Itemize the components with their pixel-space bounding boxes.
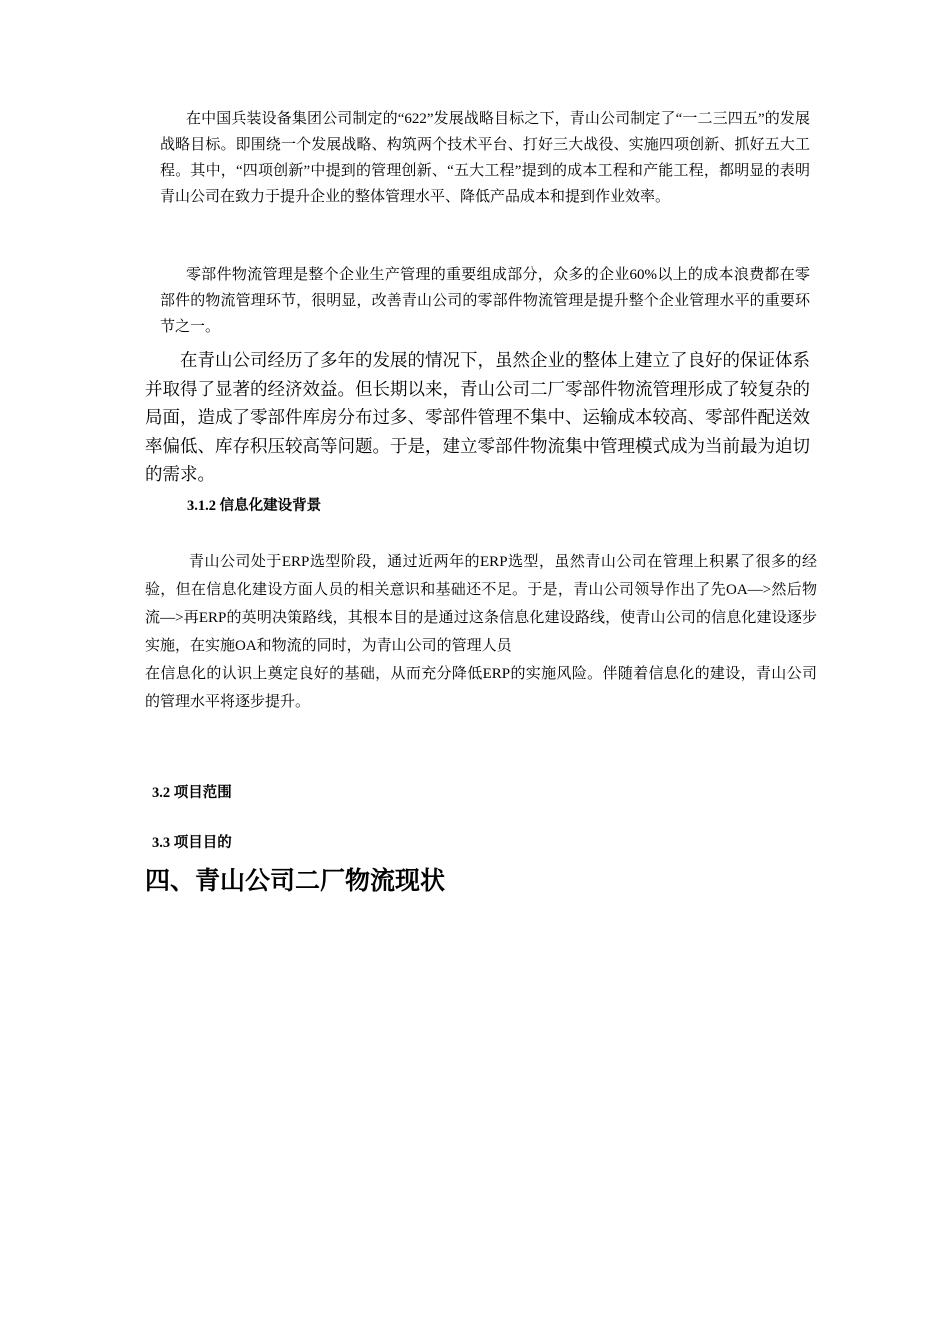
paragraph-strategy: 在中国兵装设备集团公司制定的“622”发展战略目标之下，青山公司制定了“一二三四五”的发展战略目标。即围绕一个发展战略、构筑两个技术平台、打好三大战役、实施四项创新、抓好五大工程。其中，“四项创新”中提到的管理创新、“五大工程”提到的成本工程和产能工程，都明显的表明青山公司在致力于提升企业的整体管理水平、降低产品成本和提到作业效率。 [160,111,810,205]
heading-3-3: 3.3 项目目的 [152,835,232,851]
paragraph-current-problems: 在青山公司经历了多年的发展的情况下，虽然企业的整体上建立了良好的保证体系并取得了显著的经济效益。但长期以来，青山公司二厂零部件物流管理形成了较复杂的局面，造成了零部件库房分布过多、零部件管理不集中、运输成本较高、零部件配送效率偏低、库存积压较高等问题。于是，建立零部件物流集中管理模式成为当前最为迫切的需求。 [145,350,810,484]
paragraph-it-background-part1: 青山公司处于ERP选型阶段，通过近两年的ERP选型，虽然青山公司在管理上积累了很多的经验，但在信息化建设方面人员的相关意识和基础还不足。于是，青山公司领导作出了先OA—>然后物流—>再ERP的英明决策路线，其根本目的是通过这条信息化建设路线，使青山公司的信息化建设逐步实施，在实施OA和物流的同时，为青山公司的管理人员 [145,554,817,654]
heading-3-1-2: 3.1.2 信息化建设背景 [187,498,322,514]
paragraph-it-background-part2: 在信息化的认识上奠定良好的基础，从而充分降低ERP的实施风险。伴随着信息化的建设，青山公司的管理水平将逐步提升。 [145,666,817,710]
paragraph-it-background [145,548,817,716]
paragraph-parts-logistics: 零部件物流管理是整个企业生产管理的重要组成部分，众多的企业60%以上的成本浪费都在零部件的物流管理环节，很明显，改善青山公司的零部件物流管理是提升整个企业管理水平的重要环节之一。 [160,267,810,335]
heading-chapter-4: 四、青山公司二厂物流现状 [145,866,446,895]
heading-3-2: 3.2 项目范围 [152,785,232,801]
